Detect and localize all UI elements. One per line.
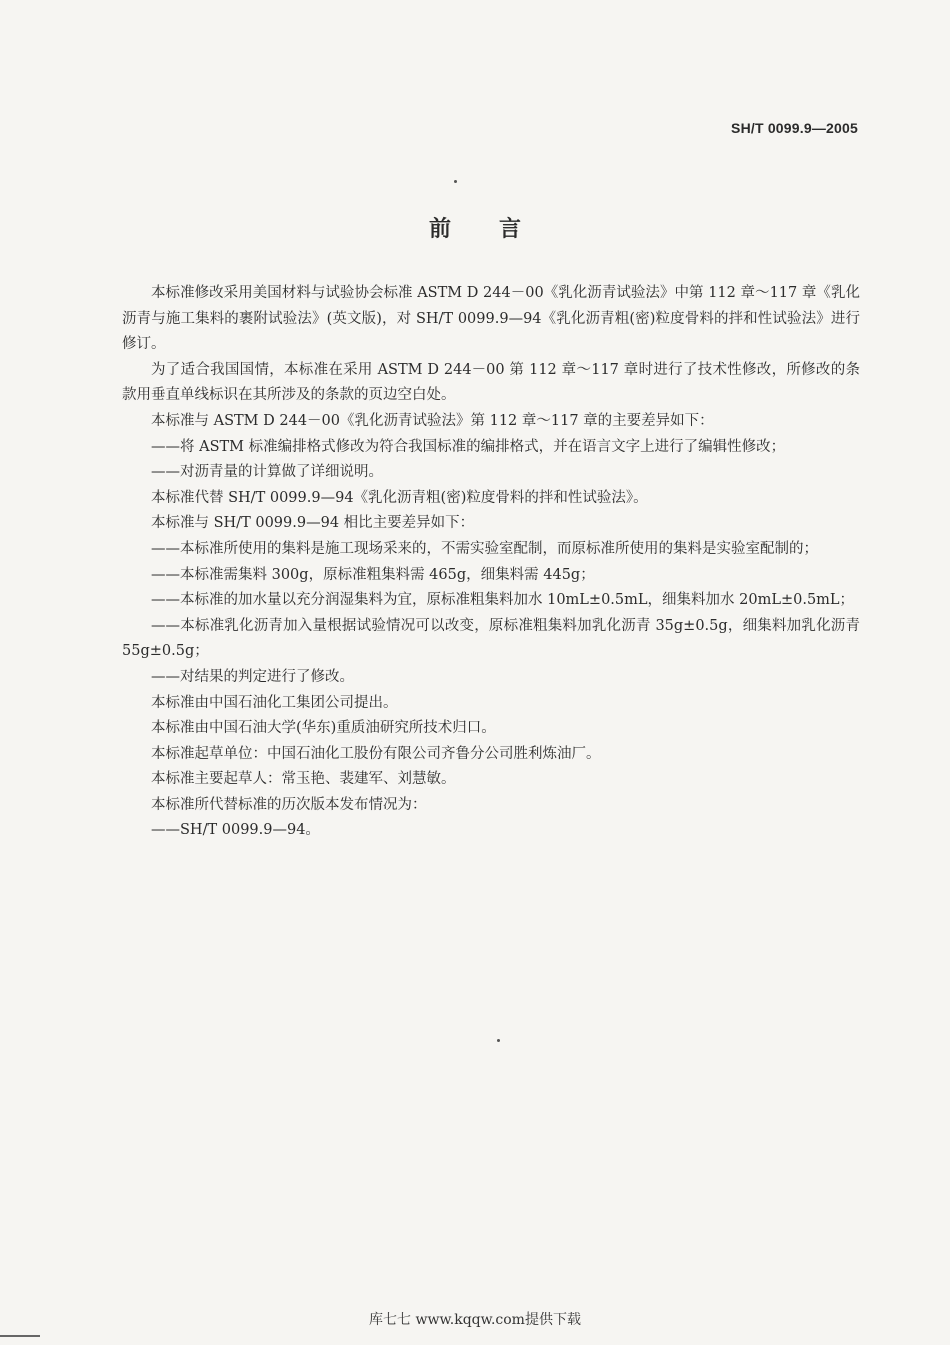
- paragraph: 本标准由中国石油大学(华东)重质油研究所技术归口。: [151, 720, 496, 737]
- paragraph: 本标准由中国石油化工集团公司提出。: [151, 694, 398, 711]
- paragraph: ——对结果的判定进行了修改。: [151, 668, 354, 685]
- paragraph: 本标准主要起草人：常玉艳、裴建军、刘慧敏。: [151, 771, 456, 788]
- paragraph: ——对沥青量的计算做了详细说明。: [151, 464, 383, 481]
- paragraph: ——本标准的加水量以充分润湿集料为宜，原标准粗集料加水 10mL±0.5mL，细集料加水 20mL±0.5mL；: [151, 592, 855, 609]
- paragraph: 为了适合我国国情，本标准在采用 ASTM D 244－00 第 112 章～117 章时进行了技术性修改，所修改的条款用垂直单线标识在其所涉及的条款的页边空白处。: [122, 361, 860, 404]
- paragraph: 本标准修改采用美国材料与试验协会标准 ASTM D 244－00《乳化沥青试验法》中第 112 章～117 章《乳化沥青与施工集料的裹附试验法》(英文版)，对 SH/T 0099.9—94《乳化沥青粗(密)粒度骨料的拌和性试验法》进行修订。: [122, 285, 860, 353]
- paragraph: ——本标准乳化沥青加入量根据试验情况可以改变，原标准粗集料加乳化沥青 35g±0.5g，细集料加乳化沥青 55g±0.5g；: [122, 617, 860, 660]
- paragraph: 本标准与 SH/T 0099.9—94 相比主要差异如下：: [151, 515, 475, 532]
- scan-speck: [454, 180, 457, 183]
- paragraph: 本标准所代替标准的历次版本发布情况为：: [151, 796, 427, 813]
- body-text: [122, 281, 860, 844]
- paragraph: 本标准与 ASTM D 244－00《乳化沥青试验法》第 112 章～117 章的主要差异如下：: [151, 412, 714, 429]
- paragraph: 本标准代替 SH/T 0099.9—94《乳化沥青粗(密)粒度骨料的拌和性试验法》。: [151, 489, 648, 506]
- scan-edge-mark: [0, 1335, 40, 1337]
- paragraph: ——本标准所使用的集料是施工现场采来的，不需实验室配制，而原标准所使用的集料是实验室配制的；: [151, 540, 818, 557]
- paragraph: 本标准起草单位：中国石油化工股份有限公司齐鲁分公司胜利炼油厂。: [151, 745, 601, 762]
- paragraph: ——本标准需集料 300g，原标准粗集料需 465g，细集料需 445g；: [151, 566, 595, 583]
- scan-speck: [497, 1039, 500, 1042]
- paragraph: ——将 ASTM 标准编排格式修改为符合我国标准的编排格式，并在语言文字上进行了编辑性修改；: [151, 438, 786, 455]
- page-header-doc-code: SH/T 0099.9—2005: [731, 120, 858, 136]
- page-title: 前言: [428, 217, 569, 242]
- paragraph: ——SH/T 0099.9—94。: [151, 822, 320, 839]
- footer-watermark: 库七七 www.kqqw.com提供下载: [369, 1312, 581, 1328]
